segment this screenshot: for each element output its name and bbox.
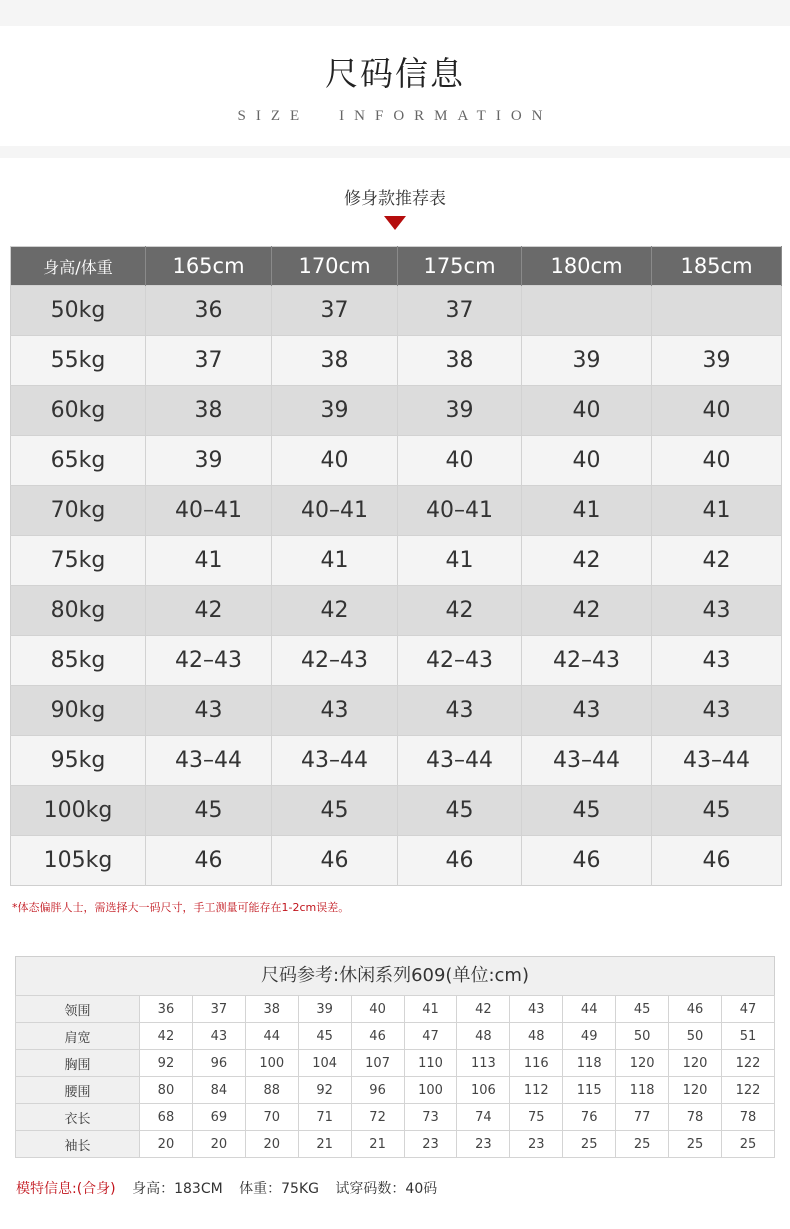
size-cell: 37 — [272, 286, 398, 336]
measurement-value: 25 — [563, 1131, 616, 1158]
measurement-value: 110 — [404, 1050, 457, 1077]
size-cell: 42 — [146, 586, 272, 636]
measurement-value: 80 — [140, 1077, 193, 1104]
size-cell: 42 — [398, 586, 522, 636]
weight-cell: 95kg — [11, 736, 146, 786]
recommend-row — [11, 836, 782, 886]
measurement-value: 104 — [298, 1050, 351, 1077]
measurement-value: 69 — [192, 1104, 245, 1131]
measurement-value: 78 — [721, 1104, 774, 1131]
height-header: 165cm — [146, 247, 272, 286]
size-cell: 39 — [652, 336, 782, 386]
measurement-value: 47 — [404, 1023, 457, 1050]
weight-cell: 90kg — [11, 686, 146, 736]
fit-note: *体态偏胖人士，需选择大一码尺寸，手工测量可能存在1-2cm误差。 — [12, 901, 350, 914]
recommend-row — [11, 736, 782, 786]
measurement-value: 106 — [457, 1077, 510, 1104]
model-info — [16, 1178, 449, 1198]
size-cell: 39 — [272, 386, 398, 436]
measurement-value: 120 — [669, 1077, 722, 1104]
size-cell: 42–43 — [146, 636, 272, 686]
measurement-value: 50 — [669, 1023, 722, 1050]
measurement-value: 38 — [245, 996, 298, 1023]
size-cell: 40–41 — [398, 486, 522, 536]
size-cell: 45 — [652, 786, 782, 836]
size-cell: 46 — [272, 836, 398, 886]
measurement-value: 84 — [192, 1077, 245, 1104]
weight-cell: 50kg — [11, 286, 146, 336]
size-cell: 43–44 — [146, 736, 272, 786]
size-cell: 43–44 — [652, 736, 782, 786]
size-cell: 42 — [272, 586, 398, 636]
weight-cell: 70kg — [11, 486, 146, 536]
measurement-value: 92 — [298, 1077, 351, 1104]
size-cell: 46 — [522, 836, 652, 886]
height-header: 175cm — [398, 247, 522, 286]
measurement-value: 47 — [721, 996, 774, 1023]
size-cell: 43 — [652, 686, 782, 736]
size-cell: 40 — [522, 436, 652, 486]
measurement-value: 42 — [140, 1023, 193, 1050]
size-cell: 43 — [272, 686, 398, 736]
model-weight: 体重：75KG — [239, 1181, 319, 1197]
recommend-row — [11, 536, 782, 586]
measurement-value: 78 — [669, 1104, 722, 1131]
size-cell: 40–41 — [146, 486, 272, 536]
measurement-value: 100 — [245, 1050, 298, 1077]
subtitle-word-information: INFORMATION — [339, 108, 553, 124]
measurement-value: 23 — [510, 1131, 563, 1158]
recommend-row — [11, 786, 782, 836]
reference-row — [16, 1023, 775, 1050]
size-cell: 41 — [146, 536, 272, 586]
measurement-value: 118 — [563, 1050, 616, 1077]
measurement-value: 77 — [616, 1104, 669, 1131]
measurement-value: 100 — [404, 1077, 457, 1104]
measurement-value: 45 — [298, 1023, 351, 1050]
reference-row — [16, 996, 775, 1023]
measurement-value: 48 — [510, 1023, 563, 1050]
measurement-value: 107 — [351, 1050, 404, 1077]
measurement-value: 25 — [616, 1131, 669, 1158]
measurement-value: 23 — [404, 1131, 457, 1158]
measurement-value: 70 — [245, 1104, 298, 1131]
measurement-value: 118 — [616, 1077, 669, 1104]
weight-cell: 85kg — [11, 636, 146, 686]
measurement-value: 50 — [616, 1023, 669, 1050]
measurement-value: 122 — [721, 1077, 774, 1104]
size-cell: 43–44 — [398, 736, 522, 786]
size-cell: 46 — [398, 836, 522, 886]
measurement-value: 120 — [616, 1050, 669, 1077]
measurement-value: 23 — [457, 1131, 510, 1158]
measurement-value: 39 — [298, 996, 351, 1023]
size-cell: 39 — [146, 436, 272, 486]
corner-cell: 身高/体重 — [11, 247, 146, 286]
recommend-row — [11, 586, 782, 636]
weight-cell: 60kg — [11, 386, 146, 436]
recommend-row — [11, 636, 782, 686]
measurement-value: 122 — [721, 1050, 774, 1077]
measurement-label: 袖长 — [16, 1131, 140, 1158]
size-cell: 39 — [398, 386, 522, 436]
reference-row — [16, 1104, 775, 1131]
size-cell: 38 — [398, 336, 522, 386]
measurement-value: 72 — [351, 1104, 404, 1131]
measurement-value: 36 — [140, 996, 193, 1023]
measurement-value: 51 — [721, 1023, 774, 1050]
measurement-value: 71 — [298, 1104, 351, 1131]
size-cell: 41 — [522, 486, 652, 536]
recommend-row — [11, 686, 782, 736]
measurement-value: 20 — [140, 1131, 193, 1158]
size-cell: 46 — [652, 836, 782, 886]
size-cell: 37 — [146, 336, 272, 386]
measurement-value: 44 — [245, 1023, 298, 1050]
size-cell: 43 — [652, 586, 782, 636]
top-band — [0, 0, 790, 26]
page-title: 尺码信息 — [325, 54, 465, 93]
measurement-value: 96 — [192, 1050, 245, 1077]
recommend-caption: 修身款推荐表 — [344, 189, 446, 209]
size-cell: 42–43 — [398, 636, 522, 686]
weight-cell: 105kg — [11, 836, 146, 886]
size-cell: 45 — [146, 786, 272, 836]
reference-table — [15, 956, 775, 1158]
size-cell — [652, 286, 782, 336]
size-cell: 36 — [146, 286, 272, 336]
size-cell: 41 — [652, 486, 782, 536]
measurement-value: 21 — [351, 1131, 404, 1158]
height-header: 170cm — [272, 247, 398, 286]
weight-cell: 55kg — [11, 336, 146, 386]
size-cell: 42–43 — [522, 636, 652, 686]
size-cell: 43 — [522, 686, 652, 736]
measurement-value: 92 — [140, 1050, 193, 1077]
recommend-header-row — [11, 247, 782, 286]
measurement-value: 88 — [245, 1077, 298, 1104]
size-cell: 38 — [146, 386, 272, 436]
size-cell: 41 — [272, 536, 398, 586]
size-cell: 45 — [522, 786, 652, 836]
measurement-value: 68 — [140, 1104, 193, 1131]
model-label: 模特信息:(合身) — [16, 1181, 116, 1197]
subtitle-word-size: SIZE — [237, 108, 310, 124]
down-triangle-icon — [384, 216, 406, 230]
size-cell: 39 — [522, 336, 652, 386]
measurement-value: 113 — [457, 1050, 510, 1077]
size-cell: 37 — [398, 286, 522, 336]
measurement-value: 20 — [245, 1131, 298, 1158]
section-divider — [0, 146, 790, 158]
measurement-value: 75 — [510, 1104, 563, 1131]
recommend-row — [11, 486, 782, 536]
weight-cell: 75kg — [11, 536, 146, 586]
recommend-row — [11, 436, 782, 486]
size-cell: 40–41 — [272, 486, 398, 536]
measurement-value: 43 — [510, 996, 563, 1023]
size-cell: 42 — [522, 586, 652, 636]
size-cell: 40 — [652, 436, 782, 486]
measurement-value: 21 — [298, 1131, 351, 1158]
height-header: 185cm — [652, 247, 782, 286]
measurement-value: 49 — [563, 1023, 616, 1050]
measurement-value: 120 — [669, 1050, 722, 1077]
size-cell: 38 — [272, 336, 398, 386]
recommend-row — [11, 386, 782, 436]
measurement-label: 领围 — [16, 996, 140, 1023]
measurement-value: 116 — [510, 1050, 563, 1077]
measurement-value: 41 — [404, 996, 457, 1023]
measurement-value: 48 — [457, 1023, 510, 1050]
size-cell: 45 — [398, 786, 522, 836]
size-cell: 43–44 — [522, 736, 652, 786]
measurement-value: 42 — [457, 996, 510, 1023]
weight-cell: 100kg — [11, 786, 146, 836]
reference-row — [16, 1050, 775, 1077]
size-cell: 42 — [652, 536, 782, 586]
weight-cell: 65kg — [11, 436, 146, 486]
recommend-row — [11, 286, 782, 336]
measurement-value: 112 — [510, 1077, 563, 1104]
measurement-value: 74 — [457, 1104, 510, 1131]
model-size: 试穿码数：40码 — [335, 1181, 438, 1197]
size-cell: 42 — [522, 536, 652, 586]
measurement-value: 20 — [192, 1131, 245, 1158]
reference-row — [16, 1131, 775, 1158]
measurement-label: 胸围 — [16, 1050, 140, 1077]
measurement-value: 44 — [563, 996, 616, 1023]
measurement-value: 76 — [563, 1104, 616, 1131]
size-cell: 40 — [272, 436, 398, 486]
size-cell: 43 — [398, 686, 522, 736]
measurement-value: 45 — [616, 996, 669, 1023]
measurement-value: 43 — [192, 1023, 245, 1050]
measurement-value: 37 — [192, 996, 245, 1023]
size-cell: 43 — [146, 686, 272, 736]
measurement-value: 40 — [351, 996, 404, 1023]
measurement-label: 肩宽 — [16, 1023, 140, 1050]
model-height: 身高：183CM — [132, 1181, 223, 1197]
recommend-table — [10, 246, 782, 886]
size-cell: 40 — [398, 436, 522, 486]
weight-cell: 80kg — [11, 586, 146, 636]
size-cell — [522, 286, 652, 336]
measurement-value: 96 — [351, 1077, 404, 1104]
page-subtitle-en — [0, 108, 790, 125]
measurement-value: 25 — [669, 1131, 722, 1158]
size-cell: 43 — [652, 636, 782, 686]
reference-row — [16, 1077, 775, 1104]
size-cell: 45 — [272, 786, 398, 836]
measurement-value: 115 — [563, 1077, 616, 1104]
size-cell: 43–44 — [272, 736, 398, 786]
size-cell: 46 — [146, 836, 272, 886]
measurement-value: 25 — [721, 1131, 774, 1158]
height-header: 180cm — [522, 247, 652, 286]
measurement-value: 46 — [351, 1023, 404, 1050]
measurement-label: 腰围 — [16, 1077, 140, 1104]
size-cell: 40 — [522, 386, 652, 436]
measurement-value: 73 — [404, 1104, 457, 1131]
size-cell: 40 — [652, 386, 782, 436]
size-cell: 41 — [398, 536, 522, 586]
measurement-label: 衣长 — [16, 1104, 140, 1131]
measurement-value: 46 — [669, 996, 722, 1023]
reference-caption: 尺码参考:休闲系列609(单位:cm) — [15, 956, 775, 995]
size-cell: 42–43 — [272, 636, 398, 686]
recommend-row — [11, 336, 782, 386]
